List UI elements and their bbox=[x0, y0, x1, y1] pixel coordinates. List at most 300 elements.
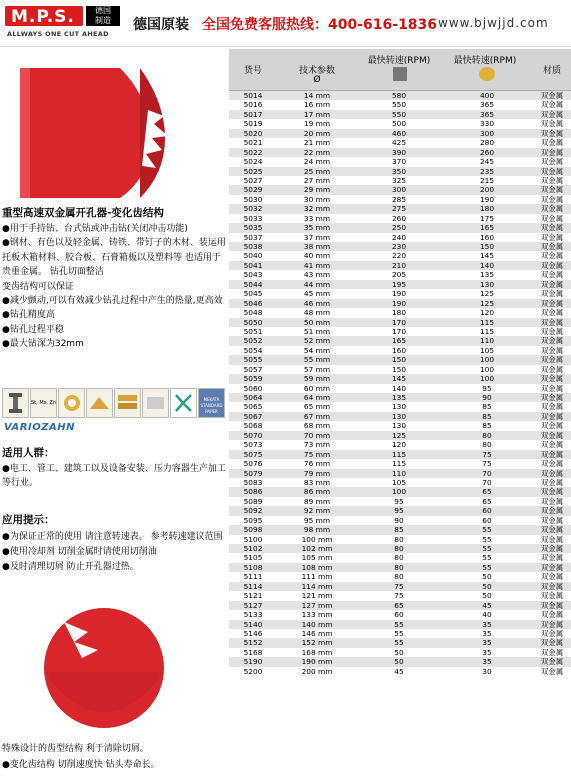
table-cell: 双金属 bbox=[540, 175, 564, 185]
table-cell: 175 bbox=[479, 213, 495, 223]
table-cell: 5033 bbox=[243, 213, 263, 223]
table-cell: 双金属 bbox=[540, 657, 564, 667]
table-cell: 双金属 bbox=[540, 166, 564, 176]
usage-line: ●及时清理切屑 防止开孔器过热。 bbox=[2, 562, 139, 572]
table-cell: 双金属 bbox=[540, 251, 564, 261]
table-cell: 275 bbox=[391, 204, 407, 214]
table-row bbox=[229, 223, 571, 232]
desc-line: 变齿结构可以保证 bbox=[2, 281, 75, 292]
table-cell: 180 bbox=[479, 204, 495, 214]
table-cell: 5019 bbox=[243, 119, 263, 129]
pipe-icon bbox=[58, 388, 85, 418]
usage-line: ●为保证正常的使用 请注意转速表。 参考转速建议范围 bbox=[2, 532, 223, 542]
table-cell: 5065 bbox=[243, 402, 263, 412]
table-cell: 125 bbox=[479, 298, 495, 308]
table-cell: 5052 bbox=[243, 336, 263, 346]
table-cell: 双金属 bbox=[540, 468, 564, 478]
table-cell: 37 mm bbox=[303, 232, 331, 242]
table-row bbox=[229, 601, 571, 610]
table-cell: 5086 bbox=[243, 487, 263, 497]
table-cell: 80 bbox=[394, 534, 404, 544]
table-row bbox=[229, 119, 571, 128]
table-cell: 55 bbox=[482, 534, 492, 544]
table-cell: 165 bbox=[391, 336, 407, 346]
table-cell: 59 mm bbox=[303, 374, 331, 384]
table-cell: 75 bbox=[482, 449, 492, 459]
table-cell: 152 mm bbox=[301, 638, 333, 648]
table-cell: 5041 bbox=[243, 260, 263, 270]
table-cell: 48 mm bbox=[303, 308, 331, 318]
table-cell: 50 bbox=[394, 657, 404, 667]
table-cell: 35 bbox=[482, 628, 492, 638]
table-cell: 25 mm bbox=[303, 166, 331, 176]
table-cell: 双金属 bbox=[540, 440, 564, 450]
table-cell: 5054 bbox=[243, 345, 263, 355]
table-cell: 5048 bbox=[243, 308, 263, 318]
table-cell: 68 mm bbox=[303, 421, 331, 431]
table-cell: 55 bbox=[482, 544, 492, 553]
table-cell: 133 mm bbox=[301, 610, 333, 620]
table-cell: 95 bbox=[482, 383, 492, 393]
table-cell: 160 bbox=[391, 345, 407, 355]
table-cell: 双金属 bbox=[540, 449, 564, 459]
col-spec: 技术参数 bbox=[298, 66, 335, 76]
table-row bbox=[229, 110, 571, 119]
table-cell: 双金属 bbox=[540, 232, 564, 242]
table-row bbox=[229, 138, 571, 147]
table-row bbox=[229, 610, 571, 619]
table-cell: 50 bbox=[482, 572, 492, 582]
table-cell: 160 bbox=[479, 232, 495, 242]
table-cell: 5032 bbox=[243, 204, 263, 214]
table-row bbox=[229, 346, 571, 355]
table-cell: 双金属 bbox=[540, 459, 564, 469]
table-cell: 5044 bbox=[243, 279, 263, 289]
table-cell: 5045 bbox=[243, 289, 263, 299]
table-cell: 45 bbox=[394, 666, 404, 676]
table-cell: 260 bbox=[479, 147, 495, 157]
table-cell: 5038 bbox=[243, 242, 263, 251]
table-cell: 45 bbox=[482, 600, 492, 610]
table-cell: 80 bbox=[394, 553, 404, 563]
desc-line: ●钻孔过程平稳 bbox=[2, 324, 64, 335]
table-cell: 111 mm bbox=[301, 572, 333, 582]
table-row bbox=[229, 384, 571, 393]
table-cell: 370 bbox=[391, 157, 407, 167]
table-row bbox=[229, 412, 571, 421]
table-cell: 190 bbox=[479, 194, 495, 204]
table-cell: 76 mm bbox=[303, 459, 331, 469]
table-cell: 550 bbox=[391, 100, 407, 110]
pallet-icon bbox=[86, 388, 113, 418]
table-row bbox=[229, 629, 571, 638]
table-row bbox=[229, 365, 571, 374]
table-row bbox=[229, 450, 571, 459]
table-cell: 双金属 bbox=[540, 91, 564, 100]
table-cell: 64 mm bbox=[303, 393, 331, 402]
product-panel bbox=[0, 46, 228, 780]
table-row bbox=[229, 516, 571, 525]
table-cell: 5168 bbox=[243, 647, 263, 657]
table-row bbox=[229, 478, 571, 487]
table-cell: 双金属 bbox=[540, 619, 564, 629]
table-row bbox=[229, 318, 571, 327]
table-cell: 双金属 bbox=[540, 279, 564, 289]
table-row bbox=[229, 242, 571, 251]
table-cell: 双金属 bbox=[540, 119, 564, 129]
table-cell: 390 bbox=[391, 147, 407, 157]
table-cell: 65 bbox=[482, 496, 492, 506]
table-cell: 5102 bbox=[243, 544, 263, 553]
table-cell: 195 bbox=[391, 279, 407, 289]
table-cell: 双金属 bbox=[540, 213, 564, 223]
table-cell: 双金属 bbox=[540, 496, 564, 506]
table-row bbox=[229, 582, 571, 591]
table-row bbox=[229, 459, 571, 468]
table-cell: 75 bbox=[394, 581, 404, 591]
table-cell: 5083 bbox=[243, 477, 263, 487]
table-cell: 80 bbox=[482, 440, 492, 450]
table-row bbox=[229, 327, 571, 336]
table-cell: 5146 bbox=[243, 628, 263, 638]
table-cell: 33 mm bbox=[303, 213, 331, 223]
table-row bbox=[229, 620, 571, 629]
table-cell: 5050 bbox=[243, 317, 263, 327]
table-cell: 50 bbox=[482, 581, 492, 591]
table-cell: 35 mm bbox=[303, 223, 331, 233]
header-title: 德国原装 bbox=[133, 17, 189, 33]
table-cell: 260 bbox=[391, 213, 407, 223]
gypsum-icon bbox=[114, 388, 141, 418]
table-header bbox=[229, 49, 571, 91]
table-cell: 双金属 bbox=[540, 383, 564, 393]
spec-table bbox=[229, 49, 571, 676]
col-material: 材质 bbox=[542, 66, 561, 76]
table-cell: 210 bbox=[391, 260, 407, 270]
table-row bbox=[229, 487, 571, 496]
material-icons bbox=[2, 388, 226, 418]
table-cell: 135 bbox=[479, 270, 495, 280]
table-cell: 235 bbox=[479, 166, 495, 176]
table-cell: 200 bbox=[479, 185, 495, 195]
header bbox=[0, 0, 571, 47]
table-row bbox=[229, 176, 571, 185]
desc-line: ●用于手持钻、台式钻或冲击钻(关闭冲击功能) bbox=[2, 224, 188, 234]
table-cell: 130 bbox=[479, 279, 495, 289]
table-cell: 550 bbox=[391, 109, 407, 119]
table-cell: 330 bbox=[479, 119, 495, 129]
table-row bbox=[229, 214, 571, 223]
foot-line: ●变化齿结构 切削速度快 钻头寿命长。 bbox=[2, 759, 160, 770]
slogan: ALLWAYS ONE CUT AHEAD bbox=[7, 30, 109, 38]
table-row bbox=[229, 195, 571, 204]
table-cell: 5029 bbox=[243, 185, 263, 195]
table-cell: 60 mm bbox=[303, 383, 331, 393]
table-row bbox=[229, 506, 571, 515]
table-cell: 190 mm bbox=[301, 657, 333, 667]
table-row bbox=[229, 535, 571, 544]
table-cell: 125 bbox=[391, 430, 407, 440]
table-cell: 5100 bbox=[243, 534, 263, 544]
table-cell: 115 bbox=[479, 326, 495, 336]
table-cell: 双金属 bbox=[540, 544, 564, 553]
table-cell: 5076 bbox=[243, 459, 263, 469]
table-cell: 230 bbox=[391, 242, 407, 251]
table-cell: 60 bbox=[482, 506, 492, 516]
site-url[interactable]: www.bjwjjd.com bbox=[438, 16, 549, 30]
table-row bbox=[229, 421, 571, 430]
table-cell: 85 bbox=[482, 402, 492, 412]
table-cell: 55 mm bbox=[303, 355, 331, 365]
table-cell: 460 bbox=[391, 128, 407, 138]
table-cell: 双金属 bbox=[540, 298, 564, 308]
table-cell: 22 mm bbox=[303, 147, 331, 157]
table-cell: 5037 bbox=[243, 232, 263, 242]
table-cell: 165 bbox=[479, 223, 495, 233]
table-cell: 80 bbox=[394, 544, 404, 553]
table-cell: 5064 bbox=[243, 393, 263, 402]
desc-line: ●减少颤动,可以有效减少钻孔过程中产生的热量,更高效 bbox=[2, 296, 223, 307]
table-cell: 50 bbox=[482, 591, 492, 601]
table-cell: 双金属 bbox=[540, 138, 564, 148]
table-cell: 55 bbox=[394, 638, 404, 648]
table-cell: 双金属 bbox=[540, 638, 564, 648]
usage-line: ●使用冷却剂 切削金属时请使用切削油 bbox=[2, 547, 157, 557]
table-cell: 150 bbox=[391, 355, 407, 365]
table-cell: 5055 bbox=[243, 355, 263, 365]
table-cell: 105 mm bbox=[301, 553, 333, 563]
table-cell: 5073 bbox=[243, 440, 263, 450]
table-cell: 115 bbox=[391, 459, 407, 469]
table-cell: 43 mm bbox=[303, 270, 331, 280]
table-row bbox=[229, 251, 571, 260]
table-cell: 110 bbox=[479, 336, 495, 346]
table-cell: 105 bbox=[391, 477, 407, 487]
table-cell: 108 mm bbox=[301, 562, 333, 572]
table-cell: 双金属 bbox=[540, 393, 564, 402]
table-cell: 65 bbox=[482, 487, 492, 497]
table-cell: 95 mm bbox=[303, 515, 331, 525]
table-cell: 70 bbox=[482, 477, 492, 487]
table-cell: 95 bbox=[394, 506, 404, 516]
tooth-closeup-image bbox=[24, 602, 184, 732]
table-cell: 280 bbox=[479, 138, 495, 148]
table-row bbox=[229, 544, 571, 553]
table-cell: 75 bbox=[482, 459, 492, 469]
table-cell: 双金属 bbox=[540, 430, 564, 440]
table-cell: 5075 bbox=[243, 449, 263, 459]
table-row bbox=[229, 157, 571, 166]
table-cell: 400 bbox=[479, 91, 495, 100]
table-cell: 75 bbox=[394, 591, 404, 601]
table-cell: 14 mm bbox=[303, 91, 331, 100]
table-cell: 双金属 bbox=[540, 562, 564, 572]
table-cell: 双金属 bbox=[540, 525, 564, 535]
table-cell: 双金属 bbox=[540, 572, 564, 582]
table-row bbox=[229, 431, 571, 440]
table-cell: 19 mm bbox=[303, 119, 331, 129]
table-cell: 80 bbox=[394, 562, 404, 572]
table-cell: 5059 bbox=[243, 374, 263, 384]
table-cell: 145 bbox=[391, 374, 407, 384]
table-cell: 双金属 bbox=[540, 185, 564, 195]
table-row bbox=[229, 402, 571, 411]
table-cell: 双金属 bbox=[540, 223, 564, 233]
table-cell: 双金属 bbox=[540, 666, 564, 676]
table-row bbox=[229, 497, 571, 506]
desc-line: ●最大钻深为32mm bbox=[2, 339, 84, 350]
table-cell: 168 mm bbox=[301, 647, 333, 657]
table-cell: 44 mm bbox=[303, 279, 331, 289]
table-row bbox=[229, 204, 571, 213]
table-cell: 双金属 bbox=[540, 308, 564, 318]
table-cell: 85 bbox=[394, 525, 404, 535]
table-cell: 54 mm bbox=[303, 345, 331, 355]
table-cell: 145 bbox=[479, 251, 495, 261]
desc-line: ●钻孔精度高 bbox=[2, 310, 55, 321]
table-cell: 双金属 bbox=[540, 553, 564, 563]
table-cell: 170 bbox=[391, 326, 407, 336]
table-cell: 5190 bbox=[243, 657, 263, 667]
table-cell: 140 mm bbox=[301, 619, 333, 629]
table-cell: 115 bbox=[479, 317, 495, 327]
table-cell: 5108 bbox=[243, 562, 263, 572]
table-cell: 220 bbox=[391, 251, 407, 261]
table-row bbox=[229, 280, 571, 289]
table-row bbox=[229, 648, 571, 657]
made-in-germany-badge: 德国 制造 bbox=[86, 6, 120, 26]
table-row bbox=[229, 270, 571, 279]
table-cell: 5022 bbox=[243, 147, 263, 157]
table-row bbox=[229, 657, 571, 666]
table-cell: 双金属 bbox=[540, 128, 564, 138]
table-cell: 100 bbox=[479, 364, 495, 374]
metal-icon bbox=[2, 388, 29, 418]
table-cell: 200 mm bbox=[301, 666, 333, 676]
table-cell: 125 bbox=[479, 289, 495, 299]
table-cell: 90 bbox=[394, 515, 404, 525]
table-cell: 24 mm bbox=[303, 157, 331, 167]
table-cell: 325 bbox=[391, 175, 407, 185]
table-cell: 双金属 bbox=[540, 157, 564, 167]
table-cell: 100 bbox=[391, 487, 407, 497]
table-row bbox=[229, 563, 571, 572]
table-cell: 41 mm bbox=[303, 260, 331, 270]
table-cell: 35 bbox=[482, 647, 492, 657]
table-cell: 5025 bbox=[243, 166, 263, 176]
table-cell: 双金属 bbox=[540, 100, 564, 110]
table-cell: 双金属 bbox=[540, 534, 564, 544]
table-cell: 70 bbox=[482, 468, 492, 478]
table-cell: 5067 bbox=[243, 411, 263, 421]
table-cell: 双金属 bbox=[540, 421, 564, 431]
table-cell: 79 mm bbox=[303, 468, 331, 478]
table-cell: 240 bbox=[391, 232, 407, 242]
desc-line: ●钢材、有色以及轻金属、铸铁、带钉子的木材、装运用托板木箱材料、胶合板、石膏箱板以及塑料等 也适用于贵重金属。 钻孔切面整洁 bbox=[2, 238, 226, 278]
table-cell: 85 bbox=[482, 421, 492, 431]
table-cell: 73 mm bbox=[303, 440, 331, 450]
table-cell: 580 bbox=[391, 91, 407, 100]
table-row bbox=[229, 440, 571, 449]
table-cell: 190 bbox=[391, 289, 407, 299]
table-cell: 127 mm bbox=[301, 600, 333, 610]
table-cell: 100 mm bbox=[301, 534, 333, 544]
table-cell: 5024 bbox=[243, 157, 263, 167]
table-row bbox=[229, 185, 571, 194]
foot-line: 特殊设计的齿型结构 利于清除切屑。 bbox=[2, 744, 149, 754]
table-cell: 30 mm bbox=[303, 194, 331, 204]
table-cell: 50 bbox=[394, 647, 404, 657]
table-row bbox=[229, 233, 571, 242]
table-cell: 5092 bbox=[243, 506, 263, 516]
table-cell: 365 bbox=[479, 109, 495, 119]
table-cell: 5051 bbox=[243, 326, 263, 336]
table-cell: 425 bbox=[391, 138, 407, 148]
table-cell: 190 bbox=[391, 298, 407, 308]
table-cell: 98 mm bbox=[303, 525, 331, 535]
table-row bbox=[229, 591, 571, 600]
wood-nails-icon: St, Ms, Zn bbox=[30, 388, 57, 418]
table-row bbox=[229, 553, 571, 562]
table-cell: 双金属 bbox=[540, 402, 564, 412]
table-row bbox=[229, 100, 571, 109]
table-cell: 21 mm bbox=[303, 138, 331, 148]
table-row bbox=[229, 261, 571, 270]
table-cell: 双金属 bbox=[540, 628, 564, 638]
table-cell: 146 mm bbox=[301, 628, 333, 638]
col-spec-diameter: Ø bbox=[313, 75, 321, 85]
table-cell: 双金属 bbox=[540, 647, 564, 657]
table-row bbox=[229, 289, 571, 298]
table-row bbox=[229, 374, 571, 383]
table-row bbox=[229, 299, 571, 308]
table-cell: 85 bbox=[482, 411, 492, 421]
table-cell: 30 bbox=[482, 666, 492, 676]
table-cell: 300 bbox=[479, 128, 495, 138]
table-cell: 双金属 bbox=[540, 487, 564, 497]
usage-text bbox=[2, 530, 226, 575]
table-cell: 70 mm bbox=[303, 430, 331, 440]
table-cell: 双金属 bbox=[540, 506, 564, 516]
table-cell: 双金属 bbox=[540, 355, 564, 365]
table-cell: 5017 bbox=[243, 109, 263, 119]
table-cell: 双金属 bbox=[540, 600, 564, 610]
table-cell: 55 bbox=[482, 553, 492, 563]
table-cell: 5098 bbox=[243, 525, 263, 535]
table-row bbox=[229, 525, 571, 534]
usage-title: 应用提示： bbox=[2, 514, 55, 526]
table-cell: 67 mm bbox=[303, 411, 331, 421]
table-cell: 60 bbox=[394, 610, 404, 620]
table-cell: 120 bbox=[391, 440, 407, 450]
table-cell: 170 bbox=[391, 317, 407, 327]
table-cell: 89 mm bbox=[303, 496, 331, 506]
table-cell: 80 bbox=[482, 430, 492, 440]
table-cell: 40 mm bbox=[303, 251, 331, 261]
table-cell: 350 bbox=[391, 166, 407, 176]
table-cell: 215 bbox=[479, 175, 495, 185]
table-cell: 5046 bbox=[243, 298, 263, 308]
table-cell: 5021 bbox=[243, 138, 263, 148]
brand-label: VARIOZAHN bbox=[4, 422, 75, 433]
table-cell: 150 bbox=[479, 242, 495, 251]
table-cell: 121 mm bbox=[301, 591, 333, 601]
product-description bbox=[2, 222, 226, 352]
table-cell: 35 bbox=[482, 657, 492, 667]
col-rpm-metal: 最快转速(RPM) bbox=[367, 56, 431, 66]
col-sku: 货号 bbox=[243, 66, 262, 76]
table-cell: 105 bbox=[479, 345, 495, 355]
